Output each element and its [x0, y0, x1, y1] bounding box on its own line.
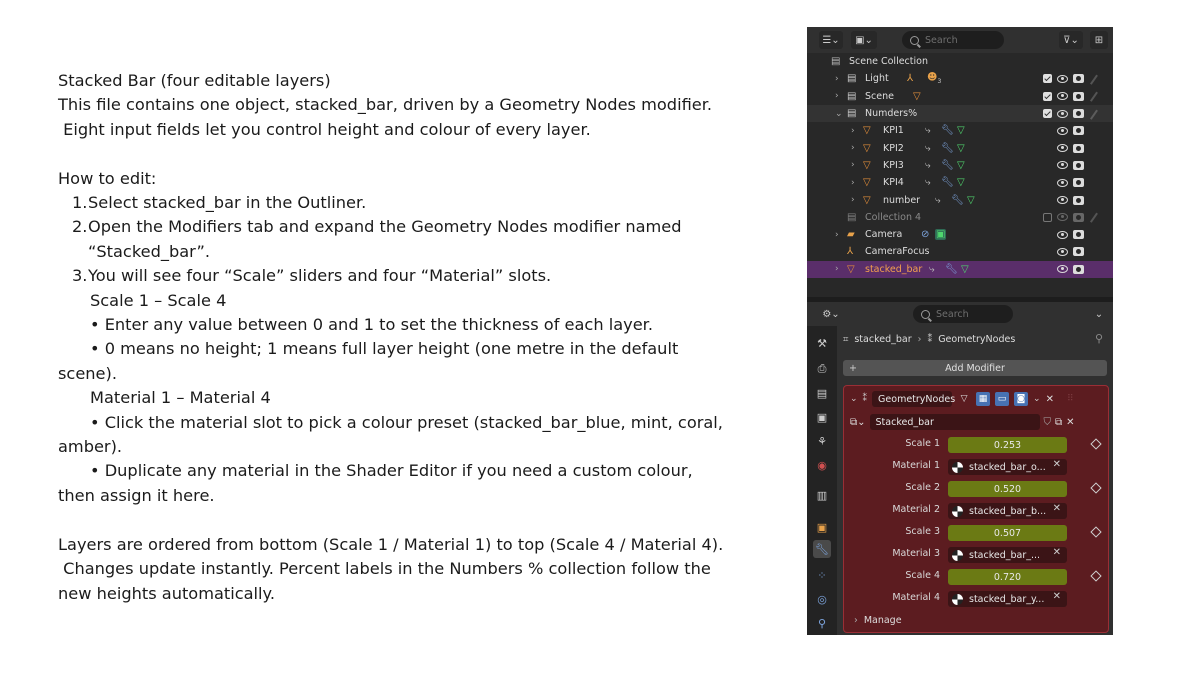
geometry-nodes-icon: ⁑: [927, 333, 933, 345]
render-camera-icon[interactable]: [1073, 196, 1084, 205]
scale-4-slider[interactable]: 0.720: [948, 569, 1067, 585]
collapse-chevron-icon[interactable]: ⌄: [835, 108, 843, 119]
eye-icon[interactable]: [1057, 144, 1068, 152]
exclude-checkbox[interactable]: [1043, 92, 1052, 101]
mesh-data-icon: ▽: [957, 159, 965, 171]
eye-icon[interactable]: [1057, 196, 1068, 204]
particles-tab-icon[interactable]: ⁘: [817, 568, 827, 582]
modifier-wrench-icon: 🔧︎: [941, 177, 954, 189]
mesh-data-icon: ▽: [967, 194, 975, 206]
outliner-item-numders[interactable]: ⌄ ▤ Numders%: [807, 105, 1113, 122]
outliner-item-kpi4[interactable]: › ▽ KPI4 ⤷ 🔧︎ ▽: [807, 174, 1113, 191]
mesh-icon: ▽: [863, 125, 871, 137]
mesh-icon: ▽: [863, 142, 871, 154]
doc-material-heading: Material 1 – Material 4: [90, 388, 271, 408]
expand-chevron-icon[interactable]: ›: [835, 264, 839, 275]
doc-material-bullet-1-wrap: amber).: [58, 437, 123, 457]
clear-material-icon[interactable]: ✕: [1052, 459, 1061, 470]
outliner-item-number[interactable]: › ▽ number ⤷ 🔧︎ ▽: [807, 191, 1113, 208]
constraint-icon: ⤷: [929, 263, 935, 275]
expand-chevron-icon[interactable]: ›: [835, 229, 839, 240]
collection-tab-icon[interactable]: ▥: [816, 488, 828, 502]
node-group-field[interactable]: Stacked_bar: [870, 414, 1040, 430]
collection-icon: ▤: [847, 108, 857, 120]
param-material-3: Material 3 stacked_bar_... ✕: [844, 546, 1110, 564]
doc-step-2-continued: “Stacked_bar”.: [88, 241, 211, 261]
camera-data-icon: ▣: [936, 229, 946, 241]
unlink-icon[interactable]: ✕: [1066, 416, 1075, 428]
properties-search-input[interactable]: [913, 305, 1013, 323]
expand-chevron-icon[interactable]: ›: [851, 143, 855, 154]
keyframe-diamond-icon[interactable]: [1090, 482, 1101, 493]
scene-tab-icon[interactable]: ⚘: [817, 434, 827, 448]
eye-icon[interactable]: [1057, 179, 1068, 187]
doc-material-bullet-1: • Click the material slot to pick a colour preset (stacked_bar_blue, mint, coral,: [90, 412, 723, 432]
expand-chevron-icon[interactable]: ›: [835, 73, 839, 84]
outliner-item-stacked-bar[interactable]: › ▽ stacked_bar ⤷ 🔧︎ ▽: [807, 261, 1113, 278]
doc-title: Stacked Bar (four editable layers): [58, 71, 331, 90]
eye-icon[interactable]: [1057, 75, 1068, 83]
material-4-slot[interactable]: stacked_bar_y... ✕: [948, 591, 1067, 607]
modifier-name-field[interactable]: GeometryNodes: [872, 391, 952, 407]
light-bulb-icon: $☻_3$: [927, 72, 942, 86]
constraint-icon: ⤷: [925, 142, 931, 154]
filter-icon[interactable]: ⊽⌄: [1059, 31, 1083, 49]
keyframe-diamond-icon[interactable]: [1090, 438, 1101, 449]
eye-icon[interactable]: [1057, 110, 1068, 118]
options-chevron-icon[interactable]: ⌄: [1091, 305, 1107, 323]
render-camera-icon[interactable]: [1073, 144, 1084, 153]
outliner-scene-collection[interactable]: ▤ Scene Collection: [831, 56, 928, 68]
modifier-wrench-icon: 🔧︎: [941, 159, 954, 171]
doc-step-1: 1.Select stacked_bar in the Outliner.: [72, 193, 367, 213]
editor-type-icon[interactable]: ☰⌄: [819, 31, 843, 49]
param-material-1: Material 1 stacked_bar_o... ✕: [844, 458, 1110, 476]
new-collection-icon[interactable]: ⊞: [1090, 31, 1108, 49]
outliner-header: [807, 27, 1113, 53]
fake-user-icon[interactable]: ⛉: [1043, 416, 1052, 428]
constraint-icon: ⤷: [925, 177, 931, 189]
object-breadcrumb-icon: ⌗: [843, 333, 849, 345]
node-group-selector: [850, 413, 1075, 431]
modifiers-tab-icon[interactable]: 🔧︎: [813, 540, 831, 558]
outliner-item-camera[interactable]: › ▰ Camera ⊘ ▣: [807, 226, 1113, 243]
empty-icon: ⅄: [847, 246, 854, 258]
geometry-nodes-icon: ⁑: [862, 394, 868, 404]
collection-icon: ▤: [847, 90, 857, 102]
collection-icon: ▤: [847, 211, 857, 223]
output-tab-icon[interactable]: ▤: [816, 386, 828, 400]
keyframe-diamond-icon[interactable]: [1090, 526, 1101, 537]
doc-scale-bullet-2-wrap: scene).: [58, 363, 117, 383]
constraint-icon: ⤷: [925, 159, 931, 171]
clear-material-icon[interactable]: ✕: [1052, 591, 1061, 602]
constraint-icon: ⤷: [935, 194, 941, 206]
expand-chevron-icon[interactable]: ›: [851, 125, 855, 136]
breadcrumb-object: stacked_bar: [854, 333, 912, 345]
outliner-item-kpi2[interactable]: › ▽ KPI2 ⤷ 🔧︎ ▽: [807, 140, 1113, 157]
select-toggle-icon[interactable]: [1089, 74, 1099, 84]
material-1-slot[interactable]: stacked_bar_o... ✕: [948, 459, 1067, 475]
search-placeholder: Search: [936, 308, 969, 320]
param-scale-4: Scale 4 0.720: [844, 568, 1110, 586]
mesh-data-icon: ▽: [961, 263, 969, 275]
geometry-nodes-modifier: [843, 385, 1109, 633]
select-toggle-icon[interactable]: [1089, 212, 1099, 222]
cage-toggle-icon[interactable]: ▦: [976, 392, 990, 406]
add-modifier-button[interactable]: + Add Modifier: [843, 360, 1107, 376]
outliner-item-collection-4[interactable]: ▤ Collection 4: [807, 209, 1113, 226]
expand-chevron-icon[interactable]: ›: [835, 91, 839, 102]
light-icon: ⅄: [907, 73, 914, 85]
properties-tabs: [807, 326, 837, 635]
keyframe-diamond-icon[interactable]: [1090, 570, 1101, 581]
physics-tab-icon[interactable]: ◎: [817, 592, 827, 606]
plus-icon: +: [849, 362, 857, 374]
expand-chevron-icon[interactable]: ›: [851, 160, 855, 171]
exclude-checkbox[interactable]: [1043, 109, 1052, 118]
duplicate-icon[interactable]: ⧉: [1055, 416, 1063, 428]
expand-chevron-icon[interactable]: ›: [851, 195, 855, 206]
scale-3-slider[interactable]: 0.507: [948, 525, 1067, 541]
render-camera-icon[interactable]: [1073, 178, 1084, 187]
param-scale-3: Scale 3 0.507: [844, 524, 1110, 542]
eye-icon[interactable]: [1057, 265, 1068, 273]
render-camera-icon[interactable]: [1073, 265, 1084, 274]
eye-icon[interactable]: [1057, 127, 1068, 135]
modifier-wrench-icon: 🔧︎: [941, 142, 954, 154]
clear-material-icon[interactable]: ✕: [1052, 503, 1061, 514]
constraints-tab-icon[interactable]: ⚲: [817, 616, 827, 630]
viewport-toggle-icon[interactable]: ▭: [995, 392, 1009, 406]
display-mode-icon[interactable]: ▣⌄: [851, 31, 877, 49]
render-camera-icon[interactable]: [1073, 161, 1084, 170]
collection-icon: ▤: [847, 73, 857, 85]
material-2-slot[interactable]: stacked_bar_b... ✕: [948, 503, 1067, 519]
expand-chevron-icon[interactable]: ›: [851, 177, 855, 188]
scene-collection-icon: ▤: [831, 56, 841, 68]
outliner-item-kpi3[interactable]: › ▽ KPI3 ⤷ 🔧︎ ▽: [807, 157, 1113, 174]
node-tree-icon[interactable]: ⧉⌄: [850, 416, 866, 428]
modifier-header: [850, 390, 1074, 408]
render-camera-icon[interactable]: [1073, 213, 1084, 222]
render-camera-icon[interactable]: [1073, 230, 1084, 239]
mesh-icon: ▽: [863, 194, 871, 206]
doc-step-2: 2.Open the Modifiers tab and expand the Geometry Nodes modifier named: [72, 217, 682, 237]
doc-scale-bullet-2: • 0 means no height; 1 means full layer height (one metre in the default: [90, 339, 679, 359]
camera-icon: ▰: [847, 229, 855, 241]
eye-icon[interactable]: [1057, 213, 1068, 221]
param-scale-2: Scale 2 0.520: [844, 480, 1110, 498]
editor-type-icon[interactable]: ⚙⌄: [819, 305, 843, 323]
material-icon: [952, 594, 963, 605]
eye-icon[interactable]: [1057, 248, 1068, 256]
manage-panel-toggle[interactable]: › Manage: [854, 614, 902, 626]
param-material-4: Material 4 stacked_bar_y... ✕: [844, 590, 1110, 608]
eye-icon[interactable]: [1057, 92, 1068, 100]
search-icon: [910, 36, 919, 45]
outliner-panel: [807, 27, 1113, 297]
view-layer-tab-icon[interactable]: ▣: [816, 410, 828, 424]
scale-2-slider[interactable]: 0.520: [948, 481, 1067, 497]
collapse-chevron-icon[interactable]: ⌄: [850, 394, 858, 404]
breadcrumb: [843, 330, 1015, 348]
modifier-wrench-icon: 🔧︎: [941, 125, 954, 137]
eye-icon[interactable]: [1057, 231, 1068, 239]
constraint-link-icon: ⊘: [921, 229, 930, 241]
mesh-icon: ▽: [913, 90, 921, 102]
mesh-data-icon: ▽: [957, 177, 965, 189]
doc-outro-line-1: Layers are ordered from bottom (Scale 1 / Material 1) to top (Scale 4 / Material 4).: [58, 534, 724, 554]
render-camera-icon[interactable]: [1073, 247, 1084, 256]
mesh-icon: ▽: [863, 159, 871, 171]
render-camera-icon[interactable]: [1073, 109, 1084, 118]
object-tab-icon[interactable]: ▣: [816, 520, 828, 534]
outliner-item-kpi1[interactable]: › ▽ KPI1 ⤷ 🔧︎ ▽: [807, 122, 1113, 139]
render-camera-icon[interactable]: [1073, 126, 1084, 135]
mesh-data-icon: ▽: [957, 142, 965, 154]
render-toggle-icon[interactable]: ◙: [1014, 392, 1028, 406]
modifier-menu-chevron-icon[interactable]: ⌄: [1033, 394, 1041, 404]
doc-outro-line-3: new heights automatically.: [58, 583, 275, 603]
edit-mode-toggle-icon[interactable]: ▽: [960, 394, 968, 404]
doc-material-bullet-2: • Duplicate any material in the Shader Editor if you need a custom colour,: [90, 461, 693, 481]
doc-intro-line-2: Eight input fields let you control height and colour of every layer.: [58, 119, 591, 139]
render-tab-icon[interactable]: ⎙: [817, 362, 827, 375]
breadcrumb-modifier: GeometryNodes: [938, 333, 1016, 345]
world-tab-icon[interactable]: ◉: [817, 458, 827, 472]
doc-intro-line-1: This file contains one object, stacked_bar, driven by a Geometry Nodes modifier.: [58, 95, 713, 115]
material-icon: [952, 462, 963, 473]
doc-how-to-heading: How to edit:: [58, 168, 157, 188]
mesh-data-icon: ▽: [957, 125, 965, 137]
outliner-item-light[interactable]: › ▤ Light ⅄ $☻_3$: [807, 70, 1113, 87]
doc-step-3: 3.You will see four “Scale” sliders and four “Material” slots.: [72, 266, 552, 286]
outliner-item-camerafocus[interactable]: ⅄ CameraFocus: [807, 243, 1113, 260]
breadcrumb-separator-icon: ›: [917, 333, 922, 345]
search-placeholder: Search: [925, 34, 958, 46]
modifier-wrench-icon: 🔧︎: [945, 263, 958, 275]
param-scale-1: Scale 1 0.253: [844, 436, 1110, 454]
render-camera-icon[interactable]: [1073, 74, 1084, 83]
material-3-slot[interactable]: stacked_bar_... ✕: [948, 547, 1067, 563]
drag-handle-icon[interactable]: ⠿: [1066, 394, 1074, 404]
mesh-icon: ▽: [847, 263, 855, 275]
properties-header: [807, 302, 1113, 326]
exclude-checkbox[interactable]: [1043, 74, 1052, 83]
render-camera-icon[interactable]: [1073, 92, 1084, 101]
eye-icon[interactable]: [1057, 161, 1068, 169]
select-toggle-icon[interactable]: [1089, 91, 1099, 101]
outliner-item-scene[interactable]: › ▤ Scene ▽: [807, 88, 1113, 105]
mesh-icon: ▽: [863, 177, 871, 189]
param-material-2: Material 2 stacked_bar_b... ✕: [844, 502, 1110, 520]
pin-icon[interactable]: ⚲: [1095, 332, 1104, 345]
properties-panel: [807, 302, 1113, 635]
exclude-checkbox[interactable]: [1043, 213, 1052, 222]
doc-scale-bullet-1: • Enter any value between 0 and 1 to set the thickness of each layer.: [90, 315, 653, 335]
tool-tab-icon[interactable]: ⚒: [817, 336, 827, 350]
modifier-wrench-icon: 🔧︎: [951, 194, 964, 206]
search-icon: [921, 310, 930, 319]
doc-material-bullet-2-wrap: then assign it here.: [58, 485, 215, 505]
doc-scale-heading: Scale 1 – Scale 4: [90, 290, 227, 310]
blender-screenshot: [807, 27, 1113, 635]
outliner-search-input[interactable]: [902, 31, 1004, 49]
constraint-icon: ⤷: [925, 125, 931, 137]
remove-modifier-icon[interactable]: ✕: [1045, 393, 1054, 405]
material-icon: [952, 550, 963, 561]
doc-outro-line-2: Changes update instantly. Percent labels in the Numbers % collection follow the: [58, 559, 711, 579]
expand-chevron-icon: ›: [854, 614, 858, 626]
clear-material-icon[interactable]: ✕: [1052, 547, 1061, 558]
material-icon: [952, 506, 963, 517]
scale-1-slider[interactable]: 0.253: [948, 437, 1067, 453]
select-toggle-icon[interactable]: [1089, 109, 1099, 119]
instructions-text: [58, 69, 758, 606]
